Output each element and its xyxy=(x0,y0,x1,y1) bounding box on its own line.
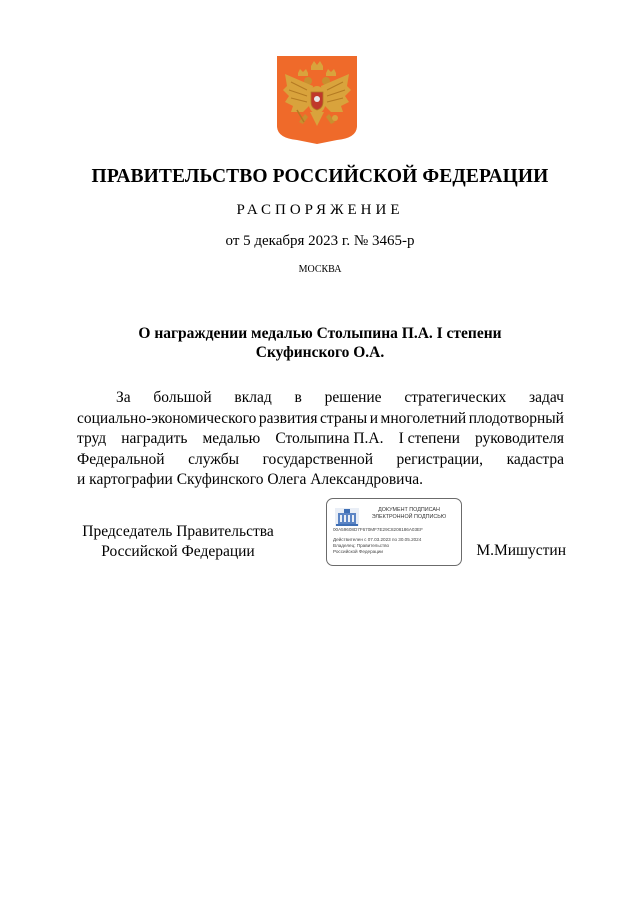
body-word: и картографии Скуфинского Олега Александровича. xyxy=(77,471,423,488)
body-word: социально-экономического xyxy=(77,409,257,427)
body-word: руководителя xyxy=(474,430,564,447)
signer-title-line: Российской Федерации xyxy=(101,543,255,560)
government-building-icon xyxy=(335,508,359,526)
body-word: многолетний xyxy=(380,409,467,427)
body-word: труд xyxy=(77,430,107,447)
body-word: кадастра xyxy=(506,450,564,468)
body-word: За xyxy=(116,389,131,406)
body-word: плодотворный xyxy=(468,409,564,427)
subject-line: О награждении медалью Столыпина П.А. I степени xyxy=(138,325,502,342)
body-word: решение xyxy=(324,389,382,406)
stamp-heading-line: ЭЛЕКТРОННОЙ ПОДПИСЬЮ xyxy=(371,514,447,520)
body-line xyxy=(77,429,564,450)
document-body xyxy=(77,388,564,491)
russian-coat-of-arms-emblem xyxy=(277,56,357,144)
body-word: государственной xyxy=(262,450,374,468)
government-title: ПРАВИТЕЛЬСТВО РОССИЙСКОЙ ФЕДЕРАЦИИ xyxy=(91,166,549,187)
body-word: страны xyxy=(320,409,368,427)
document-subject xyxy=(60,324,580,362)
eagle-emblem-icon xyxy=(277,56,357,144)
body-word: вклад xyxy=(234,389,272,406)
body-line xyxy=(77,409,564,430)
body-word: Федеральной xyxy=(77,450,165,468)
document-type: РАСПОРЯЖЕНИЕ xyxy=(236,202,404,218)
stamp-heading-line: ДОКУМЕНТ ПОДПИСАН xyxy=(378,507,440,513)
body-word: задач xyxy=(528,389,564,406)
stamp-heading xyxy=(361,507,457,521)
body-word: медалью xyxy=(202,430,261,447)
electronic-signature-stamp xyxy=(326,498,462,566)
document-city: МОСКВА xyxy=(298,264,342,275)
body-word: Столыпина П.А. xyxy=(275,430,384,447)
body-word: регистрации, xyxy=(396,450,484,468)
body-line xyxy=(77,470,564,491)
body-line xyxy=(77,450,564,471)
signer-title-line: Председатель Правительства xyxy=(82,523,274,540)
certificate-details xyxy=(333,537,459,555)
signer-name: М.Мишустин xyxy=(476,542,566,559)
body-word: большой xyxy=(153,389,212,406)
certificate-owner: Владелец: Правительство Российской Федерации xyxy=(333,543,390,554)
certificate-serial: 00A59608D7F670MF7E29C8208186A03EF xyxy=(333,527,423,532)
body-word: наградить xyxy=(121,430,188,447)
body-word: в xyxy=(294,389,302,406)
body-word: службы xyxy=(188,450,240,468)
signer-title xyxy=(78,522,278,562)
document-date-number: от 5 декабря 2023 г. № 3465-р xyxy=(225,233,415,249)
body-word: стратегических xyxy=(404,389,507,406)
body-word: развития xyxy=(258,409,318,427)
body-word: I степени xyxy=(398,430,460,447)
subject-line: Скуфинского О.А. xyxy=(255,344,385,361)
body-line xyxy=(77,388,564,409)
body-word: и xyxy=(369,409,379,427)
certificate-validity: Действителен с 07.03.2023 по 30.05.2024 xyxy=(333,537,422,542)
